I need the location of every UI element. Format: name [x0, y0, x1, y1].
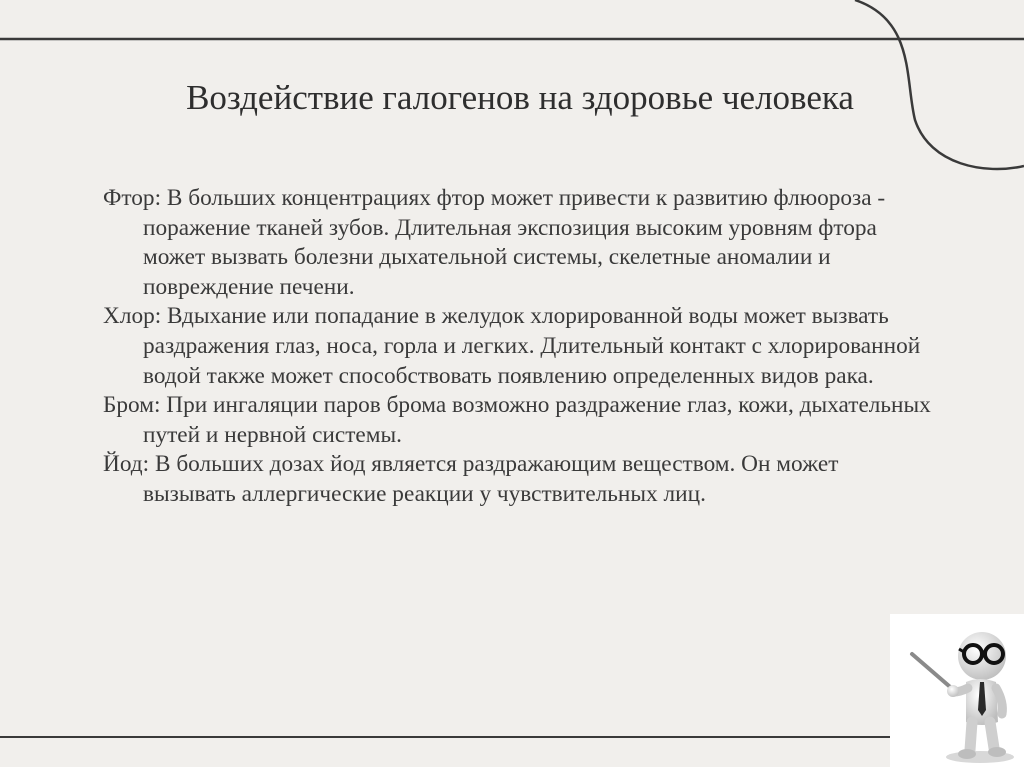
- paragraph-fluorine: Фтор: В больших концентрациях фтор может привести к развитию флюороза - поражение тканей зубов. Длительная экспозиция высоким уровням фтора может вызвать болезни дыхательной системы, скелетные аномалии и повреждение печени.: [103, 185, 886, 300]
- slide-body: [103, 184, 933, 510]
- paragraph-iodine: Йод: В больших дозах йод является раздражающим веществом. Он может вызывать аллергические реакции у чувствительных лиц.: [103, 451, 839, 507]
- paragraph-bromine: Бром: При ингаляции паров брома возможно раздражение глаз, кожи, дыхательных путей и нервной системы.: [103, 392, 931, 448]
- paragraph-chlorine: Хлор: Вдыхание или попадание в желудок хлорированной воды может вызвать раздражения глаз, носа, горла и легких. Длительный контакт с хлорированной водой также может способствовать появлению определенных видов рака.: [103, 303, 921, 389]
- slide-title: Воздействие галогенов на здоровье человека: [186, 78, 854, 117]
- teacher-with-pointer-icon: [890, 614, 1024, 767]
